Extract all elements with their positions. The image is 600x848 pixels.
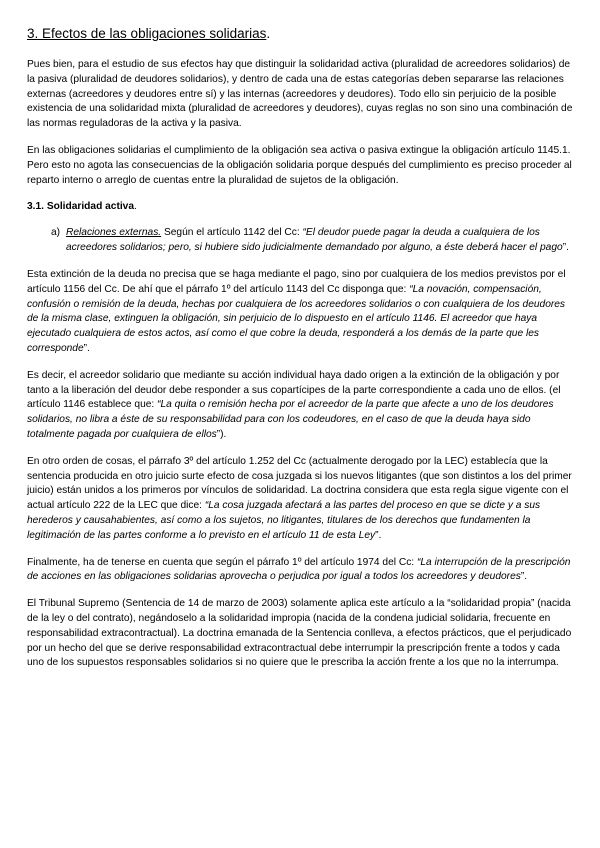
paragraph-cosa-juzgada (27, 455, 575, 544)
paragraph-finalmente (27, 556, 575, 586)
paragraph-extincion (27, 268, 575, 357)
paragraph-end: ”. (375, 529, 382, 541)
list-item-end: ”. (562, 242, 569, 254)
paragraph-text: En otro orden de cosas, el párrafo 3º del artículo 1.252 del Cc (actualmente derogado por la LEC) establecía que la sentencia producida en otro juicio surte efecto de cosa juzgada si los nuevos litigantes (que son distintos a los del primer juicio) están unidos a los primeros por vínculos de solidaridad. La doctrina considera que esta regla sigue vigente con el actual artículo 222 de la LEC que dice: (27, 455, 572, 512)
section-title (27, 26, 575, 42)
list-item-label: Relaciones externas. (66, 227, 162, 239)
list-item-body (66, 226, 575, 256)
paragraph-end: ”. (520, 571, 528, 583)
paragraph-quote: “La quita o remisión hecha por el acreedor de la parte que afecte a uno de los deudores solidarios, no libra a éste de su responsabilidad para con los codeudores, en el caso de que la deuda haya sido totalmente pagada por cualquiera de ellos (27, 399, 554, 440)
section-title-suffix: . (266, 26, 271, 41)
subsection-heading-suffix: . (134, 201, 137, 213)
list-item-text: Según el artículo 1142 del Cc: (161, 227, 303, 239)
paragraph-end: ”). (216, 428, 227, 440)
paragraph-text: Finalmente, ha de tenerse en cuenta que según el párrafo 1º del artículo 1974 del Cc: (27, 556, 417, 568)
paragraph-quote: “La novación, compensación, confusión o remisión de la deuda, hechas por cualquiera de los acreedores solidarios o con cualquiera de los deudores de la misma clase, extinguen la obligación, sin perjuicio de lo dispuesto en el artículo 1146. El acreedor que haya ejecutado cualquiera de estos actos, así como el que cobre la deuda, responderá a los demás de la parte que les corresponde (27, 283, 566, 354)
paragraph-text: Esta extinción de la deuda no precisa que se haga mediante el pago, sino por cualquiera de los medios previstos por el artículo 1156 del Cc. De ahí que el párrafo 1º del artículo 1143 del Cc disponga que: (27, 268, 566, 295)
paragraph-quote: “La interrupción de la prescripción de acciones en las obligaciones solidarias aprovecha o perjudica por igual a todos los acreedores y deudores (27, 556, 571, 583)
paragraph-es-decir (27, 369, 575, 443)
paragraph-quote: “La cosa juzgada afectará a las partes del proceso en que se dicte y a sus herederos y causahabientes, así como a los sujetos, no litigantes, titulares de los derechos que fundamenten la legitimación de las partes conforme a lo previsto en el artículo 11 de esta Ley (27, 500, 541, 541)
paragraph-cumplimiento: En las obligaciones solidarias el cumplimiento de la obligación sea activa o pasiva extingue la obligación artículo 1145.1. Pero esto no agota las consecuencias de la obligación solidaria porque después del cumplimiento es preciso proceder al reparto interno o arreglo de cuentas entre la pluralidad de sujetos de la obligación. (27, 144, 572, 186)
paragraph-intro: Pues bien, para el estudio de sus efectos hay que distinguir la solidaridad activa (pluralidad de acreedores solidarios) de la pasiva (pluralidad de deudores solidarios), y dentro de cada una de estas categorías deben separarse las relaciones externas (acreedores y deudores entre sí) y las internas (acreedores y deudores). Todo ello sin perjuicio de la posible existencia de una solidaridad mixta (pluralidad de acreedores y deudores), cuyas reglas no son sino una combinación de las normas reguladoras de la activa y la pasiva. (27, 59, 573, 130)
document-page (27, 26, 575, 683)
list-item-quote: “El deudor puede pagar la deuda a cualquiera de los acreedores solidarios; pero, si hubiere sido judicialmente demandado por alguno, a éste deberá hacer el pago (66, 227, 563, 254)
subsection-heading-text: 3.1. Solidaridad activa (27, 201, 135, 213)
subsection-heading (27, 200, 575, 214)
paragraph-tribunal-supremo: El Tribunal Supremo (Sentencia de 14 de marzo de 2003) solamente aplica este artículo a la “solidaridad propia” (nacida de la ley o del contrato), negándoselo a la solidaridad impropia (nacida de la condena judicial solidaria, frecuente en responsabilidad extracontractual). La doctrina emanada de la Sentencia conlleva, a efectos prácticos, que el perjudicado por un hecho del que se derive responsabilidad extracontractual debe interrumpir la prescripción frente a todos y cada uno de los supuestos responsables solidarios si no quiere que le prescriba la acción frente a los que no la interrumpa. (27, 598, 572, 669)
paragraph-end: ”. (83, 342, 90, 354)
list-item-a (27, 226, 575, 256)
list-marker: a) (51, 227, 61, 239)
paragraph-text: Es decir, el acreedor solidario que mediante su acción individual haya dado origen a la extinción de la obligación y por tanto a la liberación del deudor debe responder a sus copartícipes de la parte correspondiente a cada uno de ellos. (el artículo 1146 establece que: (27, 369, 561, 411)
section-title-text: 3. Efectos de las obligaciones solidarias (27, 26, 267, 41)
